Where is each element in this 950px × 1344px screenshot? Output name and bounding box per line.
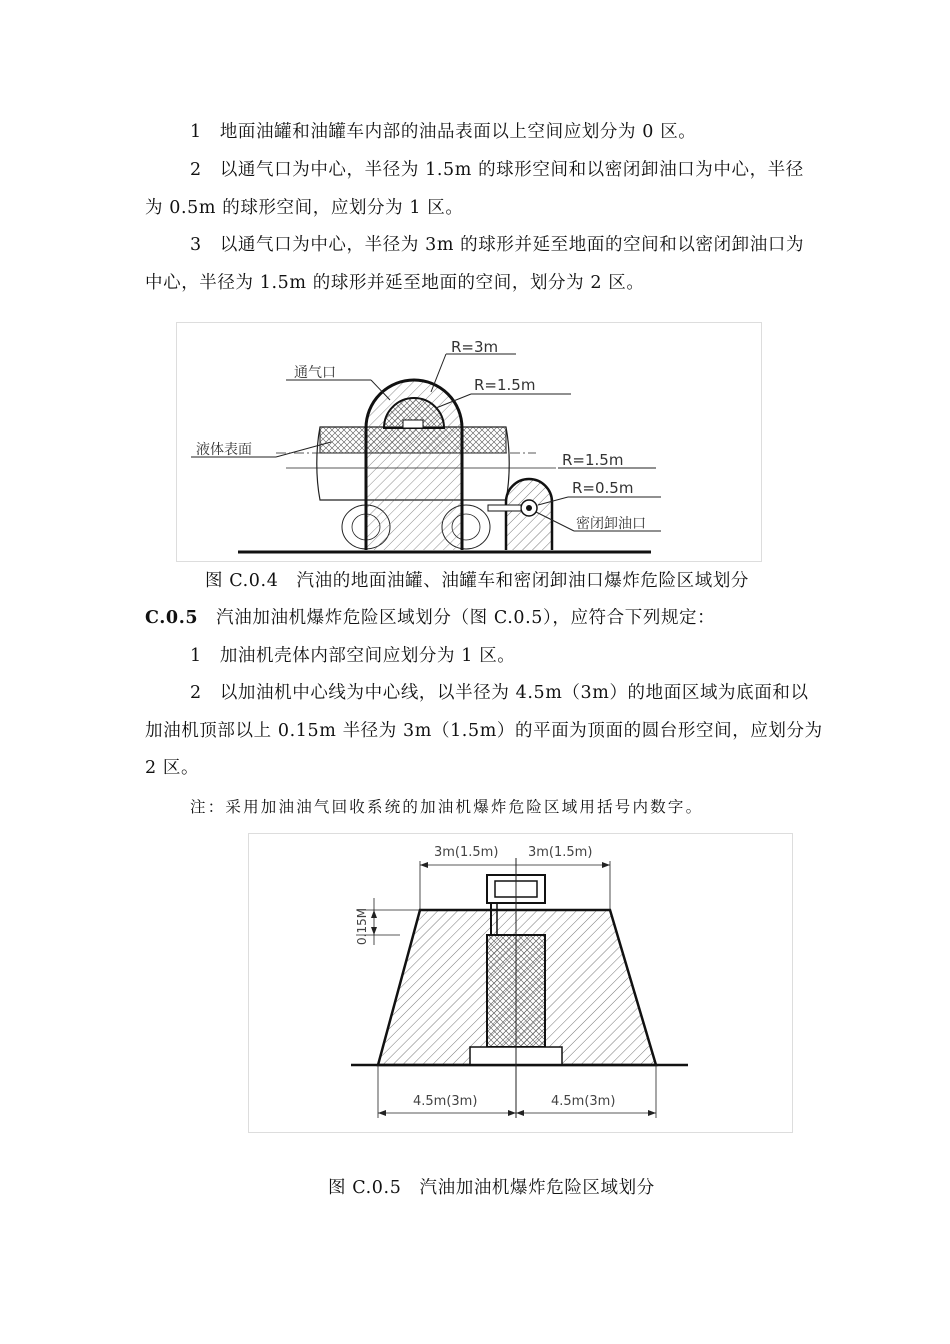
label-r05: R=0.5m xyxy=(572,479,634,497)
item-2-line-2: 加油机顶部以上 0.15m 半径为 3m（1.5m）的平面为顶面的圆台形空间，应划分为 xyxy=(145,721,823,741)
paragraph-1: 1 地面油罐和油罐车内部的油品表面以上空间应划分为 0 区。 xyxy=(190,122,697,142)
label-liquid-surface: 液体表面 xyxy=(196,442,252,458)
label-r15-top: R=1.5m xyxy=(474,376,536,394)
paragraph-2-line-2: 为 0.5m 的球形空间，应划分为 1 区。 xyxy=(145,198,464,218)
label-vent: 通气口 xyxy=(294,365,336,381)
paragraph-3-line-1: 3 以通气口为中心，半径为 3m 的球形并延至地面的空间和以密闭卸油口为 xyxy=(190,235,805,255)
label-r3: R=3m xyxy=(451,338,499,356)
item-1: 1 加油机壳体内部空间应划分为 1 区。 xyxy=(190,646,516,666)
figure-c04-diagram xyxy=(176,322,762,562)
label-unload-port: 密闭卸油口 xyxy=(576,516,646,532)
section-title: 汽油加油机爆炸危险区域划分（图 C.0.5），应符合下列规定： xyxy=(216,608,716,628)
label-r15-right: R=1.5m xyxy=(562,451,624,469)
item-2-line-1: 2 以加油机中心线为中心线，以半径为 4.5m（3m）的地面区域为底面和以 xyxy=(190,683,809,703)
dim-height: 0.15M xyxy=(355,907,369,945)
dim-top-right: 3m(1.5m) xyxy=(528,845,593,860)
section-number: C.0.5 xyxy=(145,608,199,628)
dim-top-left: 3m(1.5m) xyxy=(434,845,499,860)
figure-c05-diagram xyxy=(248,833,793,1133)
dim-bottom-left: 4.5m(3m) xyxy=(413,1094,478,1109)
dim-bottom-right: 4.5m(3m) xyxy=(551,1094,616,1109)
note: 注：采用加油油气回收系统的加油机爆炸危险区域用括号内数字。 xyxy=(190,798,704,816)
paragraph-2-line-1: 2 以通气口为中心，半径为 1.5m 的球形空间和以密闭卸油口为中心，半径 xyxy=(190,160,804,180)
section-c05-heading xyxy=(145,607,715,629)
figure-c04-caption: 图 C.0.4 汽油的地面油罐、油罐车和密闭卸油口爆炸危险区域划分 xyxy=(205,571,750,591)
figure-c05-caption: 图 C.0.5 汽油加油机爆炸危险区域划分 xyxy=(328,1178,655,1198)
item-2-line-3: 2 区。 xyxy=(145,758,200,778)
paragraph-3-line-2: 中心，半径为 1.5m 的球形并延至地面的空间，划分为 2 区。 xyxy=(145,273,645,293)
